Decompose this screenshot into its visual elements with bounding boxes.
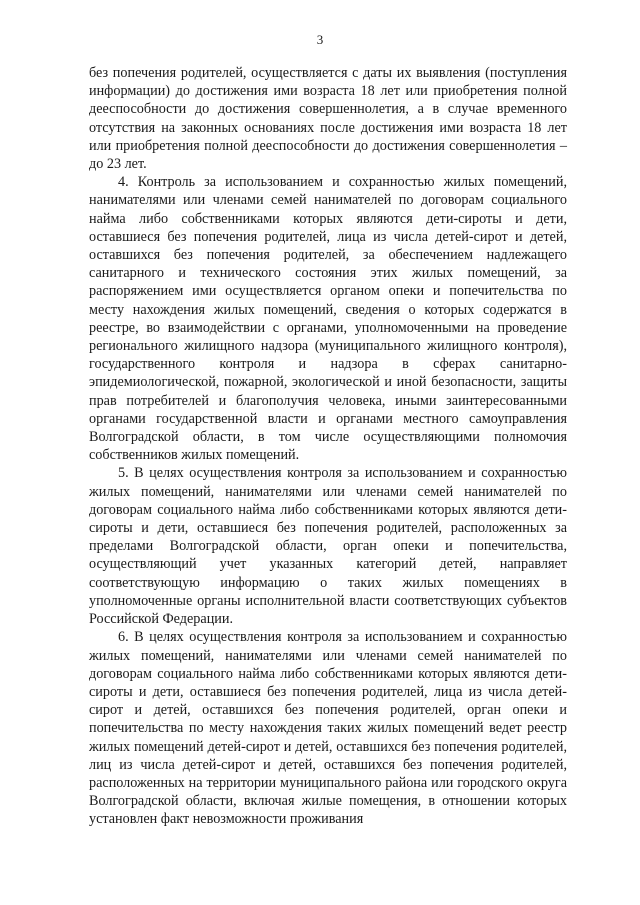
paragraph-6: 6. В целях осуществления контроля за использованием и сохранностью жилых помещений, нанимателями или членами семей нанимателей по договорам социального найма либо собственниками которых являются дети-сироты и дети, оставшиеся без попечения родителей, лица из числа детей-сирот и детей, оставшихся без попечения родителей, орган опеки и попечительства по месту нахождения таких жилых помещений ведет реестр жилых помещений детей-сирот и детей, оставшихся без попечения родителей, лиц из числа детей-сирот и детей, оставшихся без попечения родителей, расположенных на территории муниципального района или городского округа Волгоградской области, включая жилые помещения, в отношении которых установлен факт невозможности проживания [89,629,567,828]
paragraph-5: 5. В целях осуществления контроля за использованием и сохранностью жилых помещений, нанимателями или членами семей нанимателей по договорам социального найма либо собственниками которых являются дети-сироты и дети, оставшиеся без попечения родителей, расположенных за пределами Волгоградской области, орган опеки и попечительства, осуществляющий учет указанных категорий детей, направляет соответствующую информацию о таких жилых помещениях в уполномоченные органы исполнительной власти соответствующих субъектов Российской Федерации. [89,465,567,628]
paragraph-4: 4. Контроль за использованием и сохранностью жилых помещений, нанимателями или членами семей нанимателей по договорам социального найма либо собственниками которых являются дети-сироты и дети, оставшиеся без попечения родителей, лица из числа детей-сирот и детей, оставшихся без попечения родителей, за обеспечением надлежащего санитарного и технического состояния этих жилых помещений, за распоряжением ими осуществляется органом опеки и попечительства по месту нахождения жилых помещений, сведения о которых содержатся в реестре, во взаимодействии с органами, уполномоченными на проведение регионального жилищного надзора (муниципального жилищного контроля), государственного контроля и надзора в сферах санитарно-эпидемиологической, пожарной, экологической и иной безопасности, защиты прав потребителей и благополучия человека, иными заинтересованными органами государственной власти и органами местного самоуправления Волгоградской области, в том числе осуществляющими полномочия собственников жилых помещений. [89,174,567,464]
paragraph-continuation: без попечения родителей, осуществляется с даты их выявления (поступления информации) до достижения ими возраста 18 лет или приобретения полной дееспособности до достижения совершеннолетия, а в случае временного отсутствия на законных основаниях после достижения ими возраста 18 лет или приобретения полной дееспособности до достижения совершеннолетия – до 23 лет. [89,65,567,173]
document-body [89,64,567,829]
page-number: 3 [316,32,324,47]
